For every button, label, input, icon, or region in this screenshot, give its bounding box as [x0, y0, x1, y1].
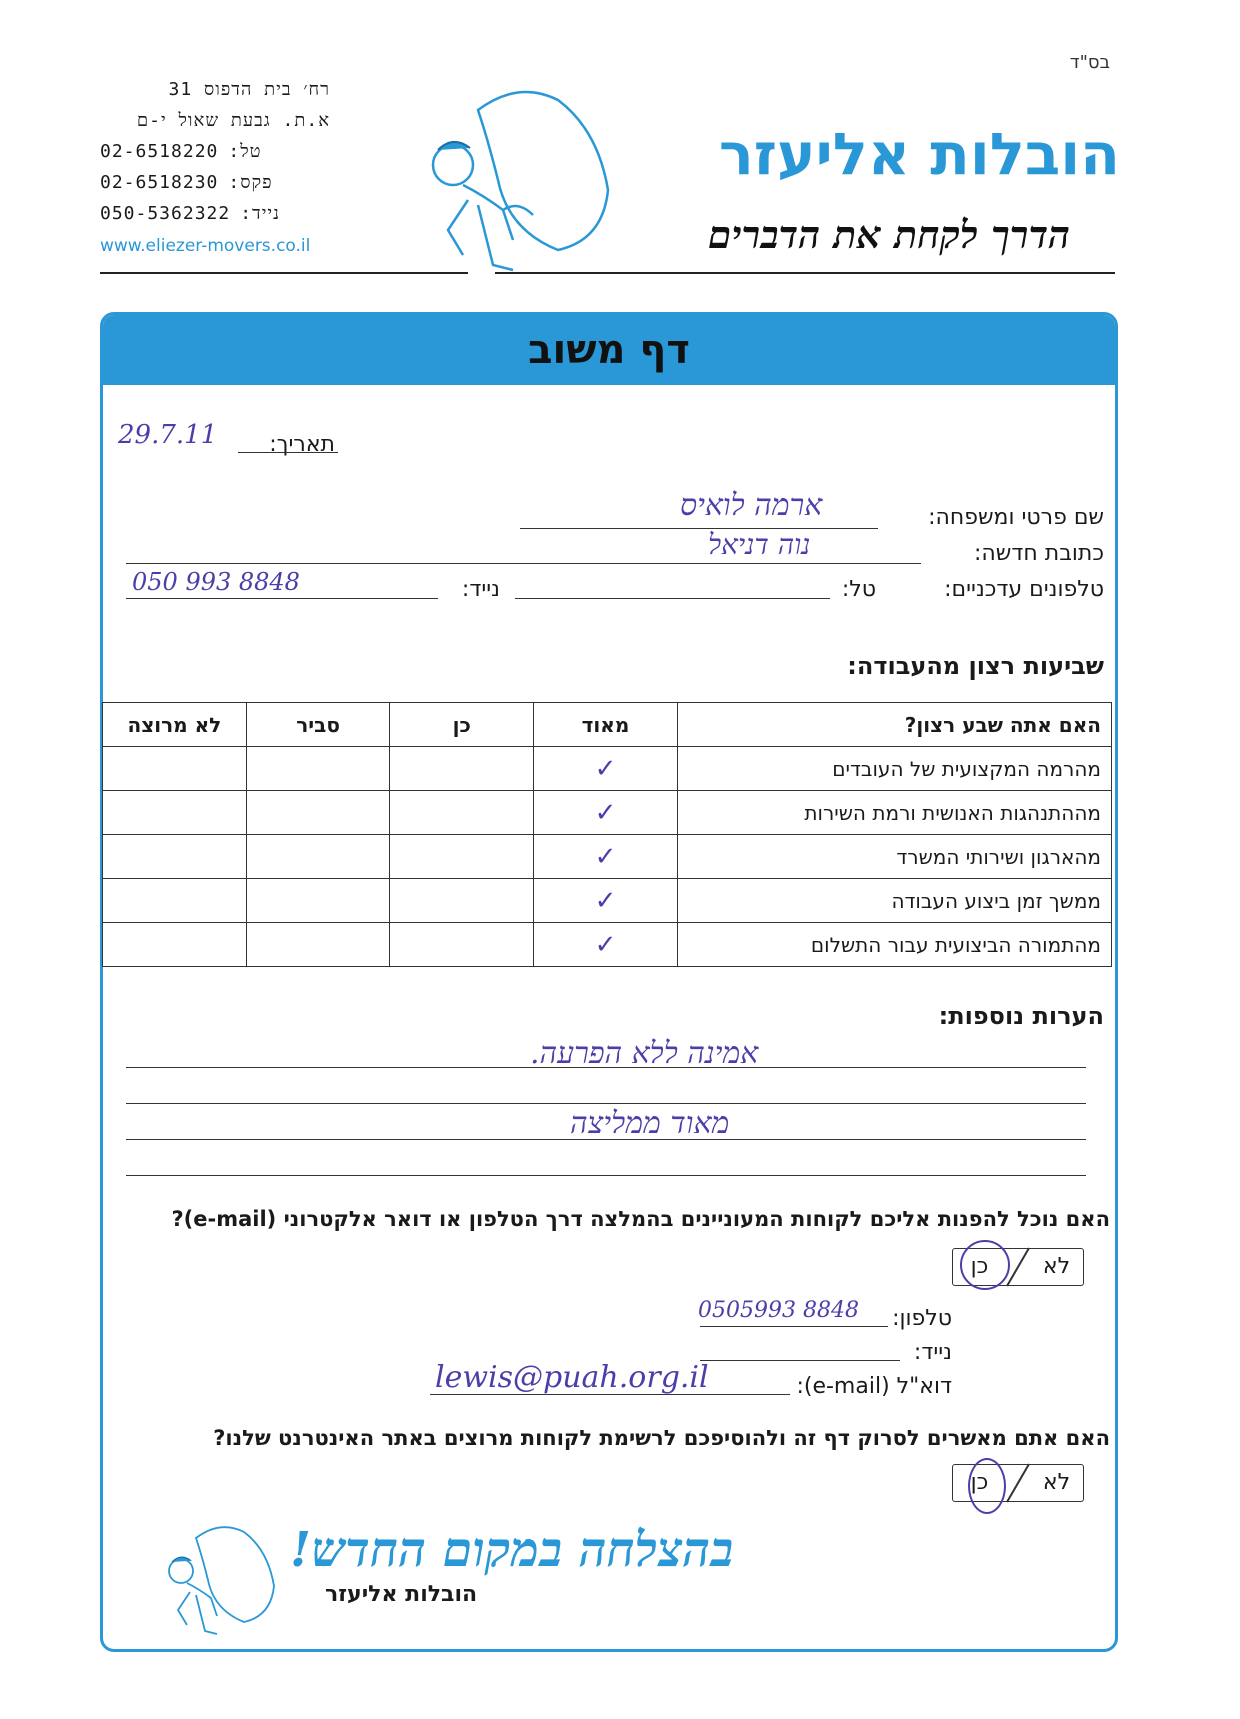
row-question: מהרמה המקצועית של העובדים: [677, 747, 1111, 791]
name-line: [520, 528, 878, 529]
row-question: ממשך זמן ביצוע העבודה: [677, 879, 1111, 923]
table-row: [103, 879, 1112, 923]
referral-mobile-line: [700, 1360, 900, 1361]
cell-reasonable-checkbox[interactable]: [246, 747, 390, 791]
phones-label: טלפונים עדכניים:: [944, 577, 1104, 602]
closing-signature: הובלות אליעזר: [325, 1582, 478, 1607]
row-question: מהארגון ושירותי המשרד: [677, 835, 1111, 879]
name-value[interactable]: ארמה לואיס: [680, 488, 823, 523]
check-mark: ✓: [594, 929, 617, 960]
row-question: מהתמורה הביצועית עבור התשלום: [677, 923, 1111, 967]
address-area: א.ת. גבעת שאול י-ם: [136, 110, 330, 131]
cell-yes-checkbox[interactable]: [390, 879, 534, 923]
address-phone: [100, 136, 330, 167]
cell-very-checkbox[interactable]: [534, 923, 678, 967]
closing-wish: בהצלחה במקום החדש!: [290, 1522, 734, 1578]
cell-unsatisfied-checkbox[interactable]: [103, 923, 247, 967]
table-row: [103, 835, 1112, 879]
cell-unsatisfied-checkbox[interactable]: [103, 747, 247, 791]
referral-email-value[interactable]: lewis@puah.org.il: [435, 1360, 709, 1395]
phone-label: טל:: [228, 141, 262, 162]
referral-phone-line: [700, 1326, 888, 1327]
publish-question: האם אתם מאשרים לסרוק דף זה ולהוסיפכם לרשימת לקוחות מרוצים באתר האינטרנט שלנו?: [213, 1426, 1110, 1450]
yes-circle-mark: [960, 1240, 1010, 1290]
cell-reasonable-checkbox[interactable]: [246, 879, 390, 923]
bsd-mark: בס"ד: [1069, 52, 1110, 73]
cell-reasonable-checkbox[interactable]: [246, 791, 390, 835]
referral-mobile-label: נייד:: [913, 1340, 952, 1365]
date-line: [238, 452, 338, 453]
fax-value: 02-6518230: [100, 172, 219, 193]
publish-yes-option[interactable]: כן: [970, 1470, 989, 1495]
mobile-line: [126, 598, 438, 599]
mobile-value: 050-5362322: [100, 203, 231, 224]
cell-unsatisfied-checkbox[interactable]: [103, 835, 247, 879]
check-mark: ✓: [594, 753, 617, 784]
address-fax: [100, 167, 330, 198]
table-row: [103, 747, 1112, 791]
check-mark: ✓: [594, 797, 617, 828]
mobile-value[interactable]: 050 993 8848: [132, 568, 300, 596]
table-row: [103, 791, 1112, 835]
header-divider-right: [495, 272, 1115, 274]
mobile-label: נייד:: [461, 577, 500, 602]
referral-question: האם נוכל להפנות אליכם לקוחות המעוניינים בהמלצה דרך הטלפון או דואר אלקטרוני (e-mail)?: [171, 1207, 1110, 1231]
col-question: האם אתה שבע רצון?: [677, 703, 1111, 747]
date-label: תאריך:: [269, 432, 335, 457]
tel-label: טל:: [841, 577, 876, 602]
cell-yes-checkbox[interactable]: [390, 791, 534, 835]
referral-phone-label: טלפון:: [892, 1306, 952, 1331]
fax-label: פקס:: [228, 172, 273, 193]
new-address-label: כתובת חדשה:: [973, 541, 1104, 566]
col-yes: כן: [390, 703, 534, 747]
notes-text-2[interactable]: מאוד ממליצה: [570, 1106, 730, 1141]
cell-very-checkbox[interactable]: [534, 879, 678, 923]
cell-unsatisfied-checkbox[interactable]: [103, 791, 247, 835]
cell-reasonable-checkbox[interactable]: [246, 835, 390, 879]
referral-phone-value[interactable]: 0505993 8848: [698, 1298, 859, 1323]
address-mobile: [100, 198, 330, 229]
cell-yes-checkbox[interactable]: [390, 923, 534, 967]
col-very: מאוד: [534, 703, 678, 747]
date-value[interactable]: 29.7.11: [118, 420, 218, 450]
satisfaction-table: [102, 702, 1112, 967]
cell-reasonable-checkbox[interactable]: [246, 923, 390, 967]
tel-line: [515, 598, 830, 599]
new-address-value[interactable]: נוה דניאל: [708, 528, 811, 561]
mover-mascot-logo: [408, 80, 628, 280]
separator: [1006, 1465, 1030, 1501]
referral-email-label: דוא"ל (e-mail):: [796, 1374, 952, 1399]
phone-value: 02-6518220: [100, 141, 219, 162]
notes-text-1[interactable]: אמינה ללא הפרעה.: [530, 1036, 759, 1071]
notes-line-4: [126, 1175, 1086, 1176]
name-label: שם פרטי ומשפחה:: [928, 505, 1104, 530]
table-row: [103, 923, 1112, 967]
publish-no-option[interactable]: לא: [1042, 1470, 1071, 1495]
contact-address: [100, 74, 330, 229]
notes-line-2: [126, 1103, 1086, 1104]
brand-name: הובלות אליעזר: [718, 120, 1120, 188]
mover-mascot-small: [150, 1520, 290, 1640]
cell-very-checkbox[interactable]: [534, 791, 678, 835]
cell-unsatisfied-checkbox[interactable]: [103, 879, 247, 923]
yes-circle-mark: [968, 1458, 1006, 1514]
col-unsatisfied: לא מרוצה: [103, 703, 247, 747]
cell-yes-checkbox[interactable]: [390, 747, 534, 791]
referral-no-option[interactable]: לא: [1042, 1254, 1071, 1279]
new-address-line: [126, 563, 921, 564]
form-title: דף משוב: [528, 327, 690, 373]
referral-yes-option[interactable]: כן: [970, 1254, 989, 1279]
satisfaction-heading: שביעות רצון מהעבודה:: [847, 652, 1104, 680]
header-divider-left: [100, 272, 468, 274]
cell-very-checkbox[interactable]: [534, 835, 678, 879]
notes-heading: הערות נוספות:: [938, 1002, 1104, 1030]
table-header-row: [103, 703, 1112, 747]
website-link[interactable]: www.eliezer-movers.co.il: [100, 236, 311, 256]
cell-yes-checkbox[interactable]: [390, 835, 534, 879]
brand-slogan: הדרך לקחת את הדברים: [707, 212, 1070, 257]
col-reasonable: סביר: [246, 703, 390, 747]
check-mark: ✓: [594, 885, 617, 916]
address-street: רח׳ בית הדפוס 31: [168, 79, 330, 100]
check-mark: ✓: [594, 841, 617, 872]
mobile-label: נייד:: [240, 203, 281, 224]
cell-very-checkbox[interactable]: [534, 747, 678, 791]
row-question: מההתנהגות האנושית ורמת השירות: [677, 791, 1111, 835]
